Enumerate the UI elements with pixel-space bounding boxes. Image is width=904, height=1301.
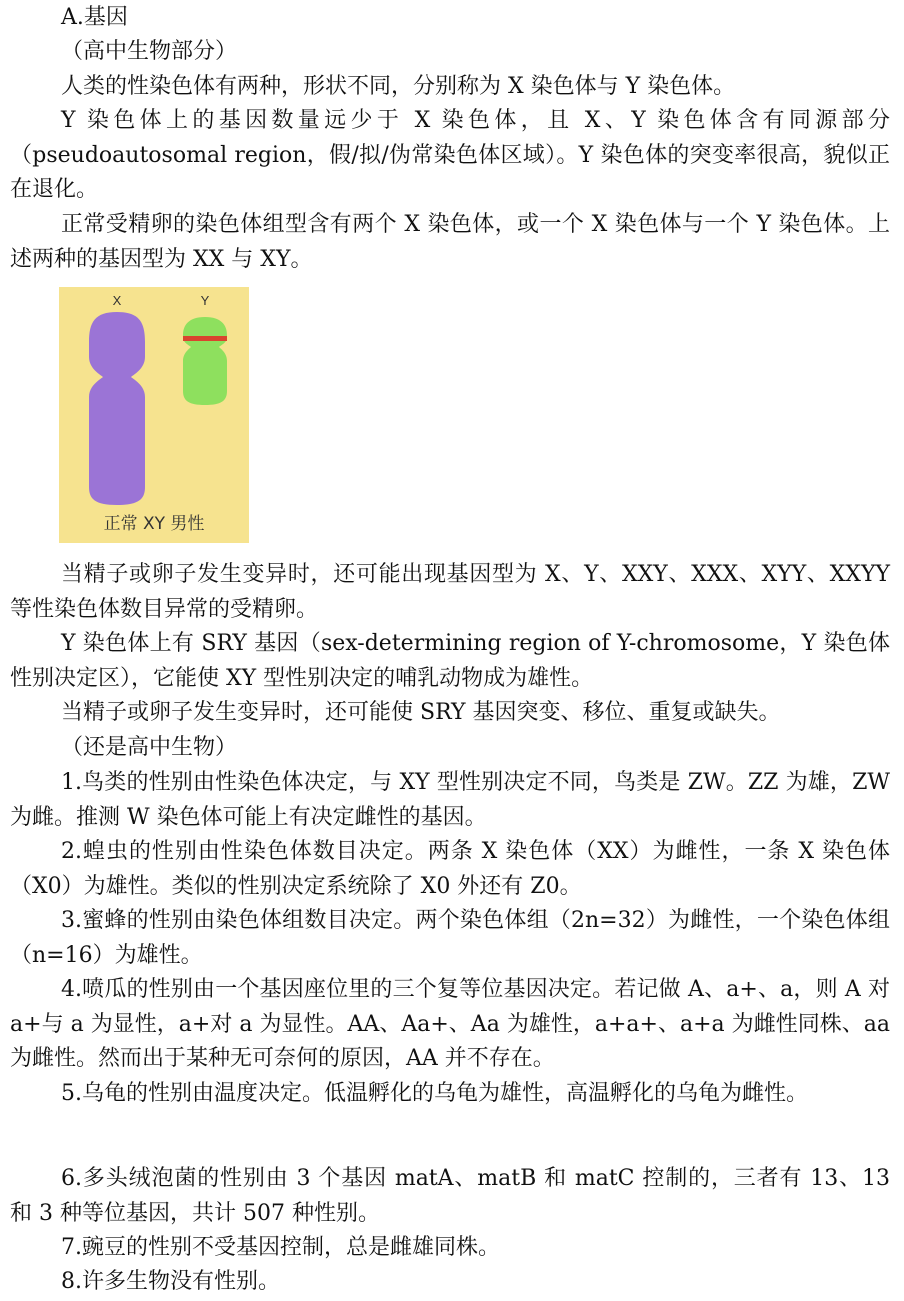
subheading-high-school: （高中生物部分） [61, 39, 238, 64]
section-heading: A.基因 [61, 5, 128, 30]
list-item-honeybee: 3.蜜蜂的性别由染色体组数目决定。两个染色体组（2n=32）为雌性，一个染色体组（n=16）为雄性。 [10, 908, 890, 968]
list-item-squirting-cucumber: 4.喷瓜的性别由一个基因座位里的三个复等位基因决定。若记做 A、a+、a，则 A 对 a+与 a 为显性，a+对 a 为显性。AA、Aa+、Aa 为雄性，a+a+、a+a 为雌性同株、aa 为雌性。然而出于某种无可奈何的原因，AA 并不存在。 [10, 977, 890, 1071]
paragraph-sry-gene: Y 染色体上有 SRY 基因（sex-determining region of Y-chromosome，Y 染色体性别决定区），它能使 XY 型性别决定的哺乳动物成为雄性。 [10, 631, 890, 691]
paragraph-sry-mutation: 当精子或卵子发生变异时，还可能使 SRY 基因突变、移位、重复或缺失。 [61, 700, 781, 725]
list-item-slime-mold: 6.多头绒泡菌的性别由 3 个基因 matA、matB 和 matC 控制的，三者有 13、13 和 3 种等位基因，共计 507 种性别。 [10, 1166, 890, 1226]
xy-chromosome-figure [59, 287, 249, 543]
figure-caption: 正常 XY 男性 [103, 514, 205, 534]
list-item-pea: 7.豌豆的性别不受基因控制，总是雌雄同株。 [61, 1235, 500, 1260]
list-item-no-sex: 8.许多生物没有性别。 [61, 1269, 280, 1294]
label-y: Y [200, 293, 210, 308]
paragraph-normal-karyotype: 正常受精卵的染色体组型含有两个 X 染色体，或一个 X 染色体与一个 Y 染色体。上述两种的基因型为 XX 与 XY。 [10, 212, 890, 272]
y-chromosome-shape [183, 317, 227, 405]
y-chromosome-band [183, 336, 227, 341]
list-item-turtle: 5.乌龟的性别由温度决定。低温孵化的乌龟为雄性，高温孵化的乌龟为雌性。 [61, 1081, 808, 1106]
list-item-birds: 1.鸟类的性别由性染色体决定，与 XY 型性别决定不同，鸟类是 ZW。ZZ 为雄，ZW 为雌。推测 W 染色体可能上有决定雌性的基因。 [10, 770, 890, 830]
paragraph-abnormal-genotypes: 当精子或卵子发生变异时，还可能出现基因型为 X、Y、XXY、XXX、XYY、XXYY 等性染色体数目异常的受精卵。 [10, 562, 890, 622]
paragraph-sex-chromosomes: 人类的性染色体有两种，形状不同，分别称为 X 染色体与 Y 染色体。 [61, 74, 736, 99]
label-x: X [112, 293, 122, 308]
x-chromosome-shape [89, 312, 145, 505]
paragraph-y-chromosome: Y 染色体上的基因数量远少于 X 染色体，且 X、Y 染色体含有同源部分（pseudoautosomal region，假/拟/伪常染色体区域）。Y 染色体的突变率很高，貌似正在退化。 [10, 108, 890, 202]
subheading-still-high-school: （还是高中生物） [61, 735, 238, 760]
list-item-locust: 2.蝗虫的性别由性染色体数目决定。两条 X 染色体（XX）为雌性，一条 X 染色体（X0）为雄性。类似的性别决定系统除了 X0 外还有 Z0。 [10, 839, 890, 899]
